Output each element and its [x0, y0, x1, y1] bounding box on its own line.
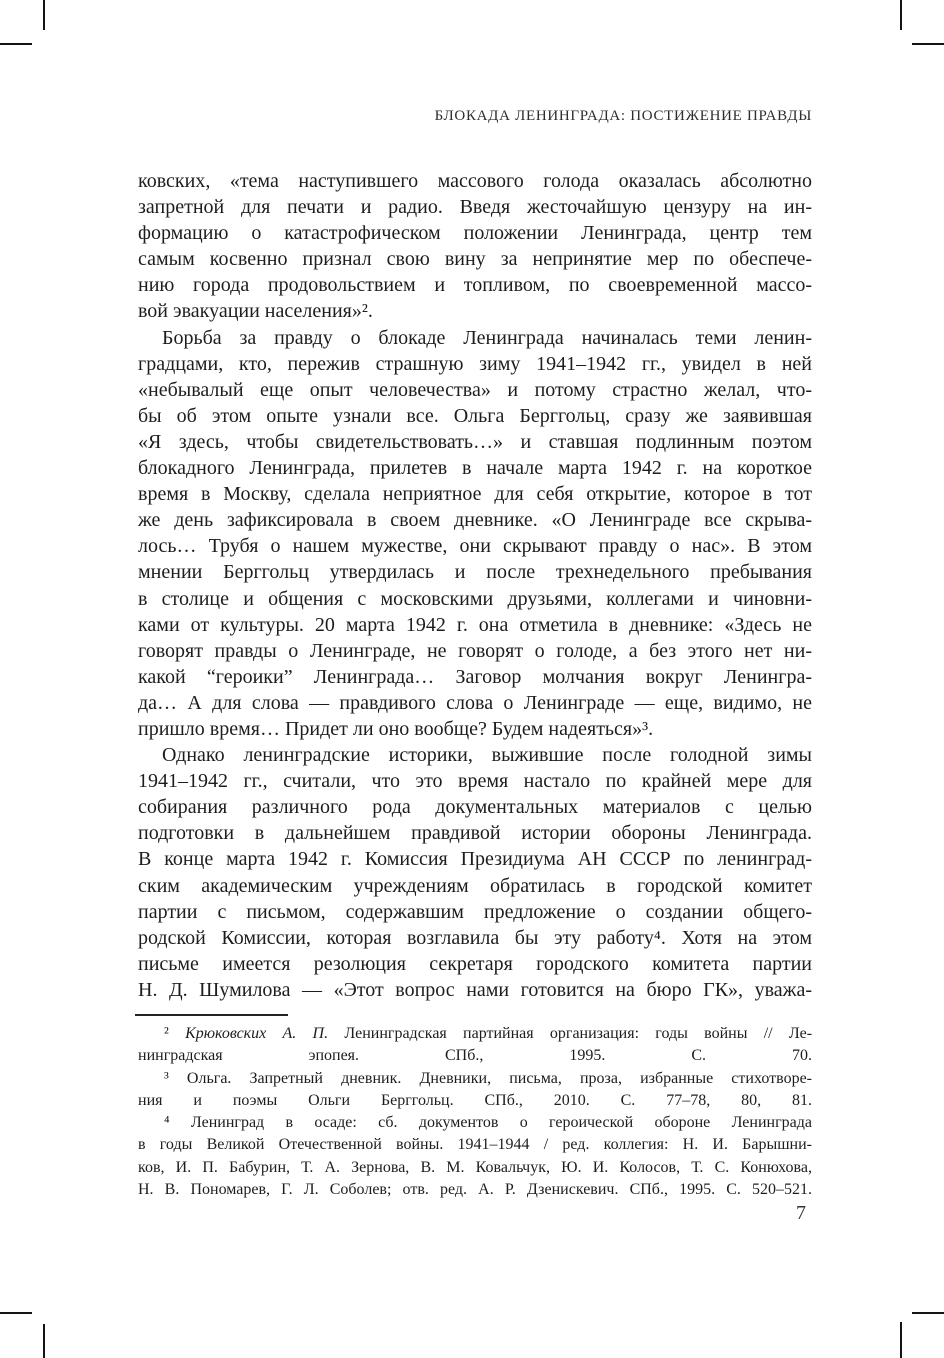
body-line: Н. Д. Шумилова — «Этот вопрос нами готовится на бюро ГК», уважа- [138, 978, 812, 1001]
body-line: да… А для слова — правдивого слова о Ленинграде — еще, видимо, не [138, 691, 812, 714]
footnote-line [138, 1157, 812, 1179]
crop-mark-top-right-vertical [900, 0, 902, 30]
page-number: 7 [796, 1202, 806, 1224]
footnote-text: Ленинградская партийная организация: годы войны // Ле- [328, 1025, 813, 1042]
body-line: 1941–1942 гг., считали, что это время настало по крайней мере для [138, 770, 812, 793]
body-line: какой “героики” Ленинграда… Заговор молчания вокруг Ленингра- [138, 665, 812, 688]
footnote-text: ³ Ольга. Запретный дневник. Дневники, письма, проза, избранные стихотворе- [164, 1069, 812, 1087]
body-line: время в Москву, сделала неприятное для себя открытие, которое в тот [138, 483, 812, 506]
footnotes-block [138, 1023, 812, 1201]
body-line: градцами, кто, пережив страшную зиму 1941–1942 гг., увидел в ней [138, 352, 812, 375]
crop-mark-top-left-horizontal [0, 43, 32, 45]
footnote-author-italic: Крюковских А. П. [185, 1025, 329, 1042]
body-line: В конце марта 1942 г. Комиссия Президиума АН СССР по ленинград- [138, 848, 812, 871]
body-line: ковских, «тема наступившего массового голода оказалась абсолютно [138, 170, 812, 192]
body-line: пришло время… Придет ли оно вообще? Будем надеяться»³. [138, 717, 654, 740]
body-line: подготовки в дальнейшем правдивой истории обороны Ленинграда. [138, 822, 812, 845]
footnote-line [138, 1179, 812, 1201]
body-line: собирания различного рода документальных материалов с целью [138, 796, 812, 819]
body-line: «Я здесь, чтобы свидетельствовать…» и ставшая подлинным поэтом [138, 430, 812, 453]
body-line: «небывалый еще опыт человечества» и потому страстно желал, что- [138, 378, 812, 401]
body-line: родской Комиссии, которая возглавила бы эту работу⁴. Хотя на этом [138, 926, 812, 949]
crop-mark-bottom-left-vertical [43, 1324, 45, 1358]
footnote-text: ков, И. П. Бабурин, Т. А. Зернова, В. М. Ковальчук, Ю. И. Колосов, Т. С. Конюхова, [138, 1158, 812, 1176]
footnote-text: Н. В. Пономарев, Г. Л. Соболев; отв. ред. А. Р. Дзенискевич. СПб., 1995. С. 520–521. [138, 1181, 812, 1199]
body-line: формацию о катастрофическом положении Ленинграда, центр тем [138, 222, 812, 245]
body-line: блокадного Ленинграда, прилетев в начале марта 1942 г. на короткое [138, 457, 812, 480]
body-line: в столице и общения с московскими друзьями, коллегами и чиновни- [138, 587, 812, 610]
running-head: БЛОКАДА ЛЕНИНГРАДА: ПОСТИЖЕНИЕ ПРАВДЫ [434, 108, 812, 124]
body-line: самым косвенно признал свою вину за непринятие мер по обеспече- [138, 248, 812, 271]
body-line: нию города продовольствием и топливом, по своевременной массо- [138, 274, 812, 297]
body-line: же день зафиксировала в своем дневнике. «О Ленинграде все скрыва- [138, 509, 812, 532]
body-line: бы об этом опыте узнали все. Ольга Берггольц, сразу же заявившая [138, 404, 812, 427]
body-line: партии с письмом, содержавшим предложение о создании общего- [138, 900, 812, 923]
crop-mark-top-left-vertical [43, 0, 45, 30]
body-line: вой эвакуации населения»². [138, 300, 373, 323]
body-line: запретной для печати и радио. Введя жесточайшую цензуру на ин- [138, 196, 812, 219]
footnote-line [138, 1090, 812, 1112]
footnote-text: ⁴ Ленинград в осаде: сб. документов о героической обороне Ленинграда [164, 1114, 812, 1132]
body-line: ками от культуры. 20 марта 1942 г. она отметила в дневнике: «Здесь не [138, 613, 812, 636]
footnote-line [138, 1112, 812, 1134]
footnote-line [138, 1068, 812, 1090]
body-line: ским академическим учреждениям обратилась в городской комитет [138, 874, 812, 897]
footnote-text: в годы Великой Отечественной войны. 1941–1944 / ред. коллегия: Н. И. Барышни- [138, 1136, 812, 1154]
body-line: лось… Трубя о нашем мужестве, они скрывают правду о нас». В этом [138, 535, 812, 558]
footnote-line [138, 1023, 812, 1045]
footnote-text: нинградская эпопея. СПб., 1995. С. 70. [138, 1047, 812, 1065]
footnote-text: ² [164, 1025, 186, 1042]
crop-mark-bottom-left-horizontal [0, 1312, 32, 1314]
body-line: Борьба за правду о блокаде Ленинграда начиналась теми ленин- [162, 326, 812, 349]
body-line: письме имеется резолюция секретаря городского комитета партии [138, 952, 812, 975]
crop-mark-top-right-horizontal [912, 43, 944, 45]
crop-mark-bottom-right-horizontal [912, 1312, 944, 1314]
footnote-text: ния и поэмы Ольги Берггольц. СПб., 2010. С. 77–78, 80, 81. [138, 1091, 812, 1109]
body-text [138, 168, 812, 1003]
body-line: говорят правды о Ленинграде, не говорят о голоде, а без этого нет ни- [138, 639, 812, 662]
footnote-line [138, 1045, 812, 1067]
footnote-separator-rule [135, 1014, 288, 1016]
footnote-line [138, 1134, 812, 1156]
body-line: Однако ленинградские историки, выжившие после голодной зимы [162, 744, 812, 767]
crop-mark-bottom-right-vertical [900, 1322, 902, 1358]
body-line: мнении Берггольц утвердилась и после трехнедельного пребывания [138, 561, 812, 584]
